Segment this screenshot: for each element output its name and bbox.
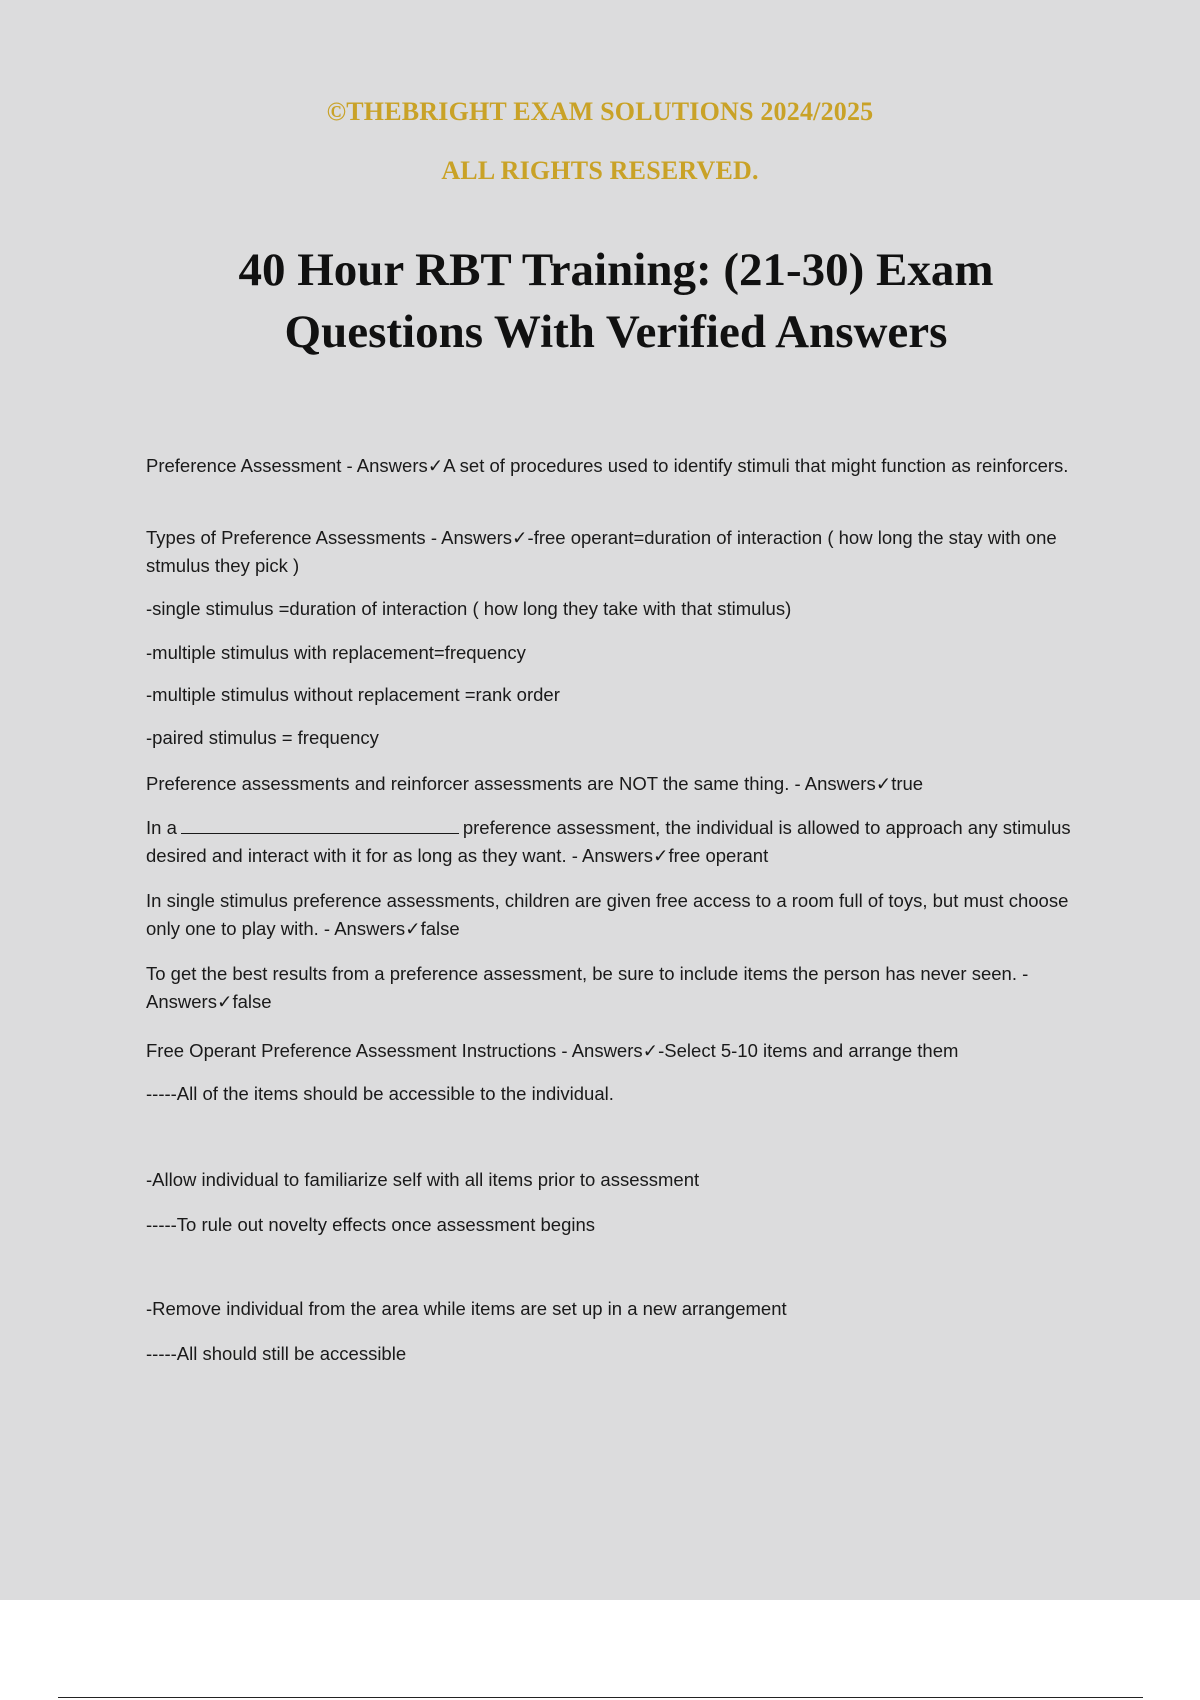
list-item-paired-stimulus: -paired stimulus = frequency — [146, 727, 379, 748]
instruction-familiarize: -Allow individual to familiarize self with all items prior to assessment — [146, 1169, 700, 1190]
qa-fill-in-blank — [146, 814, 1086, 870]
list-item-mswo: -multiple stimulus without replacement =rank order — [146, 684, 560, 705]
footer-divider — [58, 1697, 1143, 1698]
qa-preference-assessment: Preference Assessment - Answers✓A set of procedures used to identify stimuli that might function as reinforcers. — [146, 455, 1069, 476]
qa-never-seen-items-false: To get the best results from a preference assessment, be sure to include items the person has never seen. - Answers✓false — [146, 963, 1029, 1012]
instruction-detail-still-accessible: -----All should still be accessible — [146, 1343, 407, 1364]
list-item-mswi: -multiple stimulus with replacement=frequency — [146, 642, 526, 663]
instruction-detail-accessible: -----All of the items should be accessible to the individual. — [146, 1083, 614, 1104]
answer-blank-line — [181, 817, 459, 834]
qa-single-stimulus-false: In single stimulus preference assessments, children are given free access to a room full of toys, but must choose only one to play with. - Answers✓false — [146, 890, 1069, 939]
fill-in-blank-end: preference assessment, the individual is allowed to approach any stimulus desired and interact with it for as long as they want. - Answers✓free operant — [146, 817, 1071, 866]
qa-types-of-preference-assessments: Types of Preference Assessments - Answers✓-free operant=duration of interaction ( how long the stay with one stmulus they pick ) — [146, 527, 1057, 576]
qa-not-the-same-thing: Preference assessments and reinforcer assessments are NOT the same thing. - Answers✓true — [146, 773, 924, 794]
instruction-remove-individual: -Remove individual from the area while items are set up in a new arrangement — [146, 1298, 787, 1319]
list-item-single-stimulus: -single stimulus =duration of interaction ( how long they take with that stimulus) — [146, 598, 792, 619]
document-title-line-2: Questions With Verified Answers — [284, 306, 948, 358]
copyright-header: ©THEBRIGHT EXAM SOLUTIONS 2024/2025 — [326, 97, 874, 126]
rights-header: ALL RIGHTS RESERVED. — [441, 156, 759, 185]
instruction-detail-novelty: -----To rule out novelty effects once assessment begins — [146, 1214, 596, 1235]
document-title-line-1: 40 Hour RBT Training: (21-30) Exam — [238, 244, 994, 296]
fill-in-blank-start: In a — [146, 817, 177, 838]
qa-free-operant-instructions: Free Operant Preference Assessment Instructions - Answers✓-Select 5-10 items and arrange them — [146, 1040, 959, 1061]
